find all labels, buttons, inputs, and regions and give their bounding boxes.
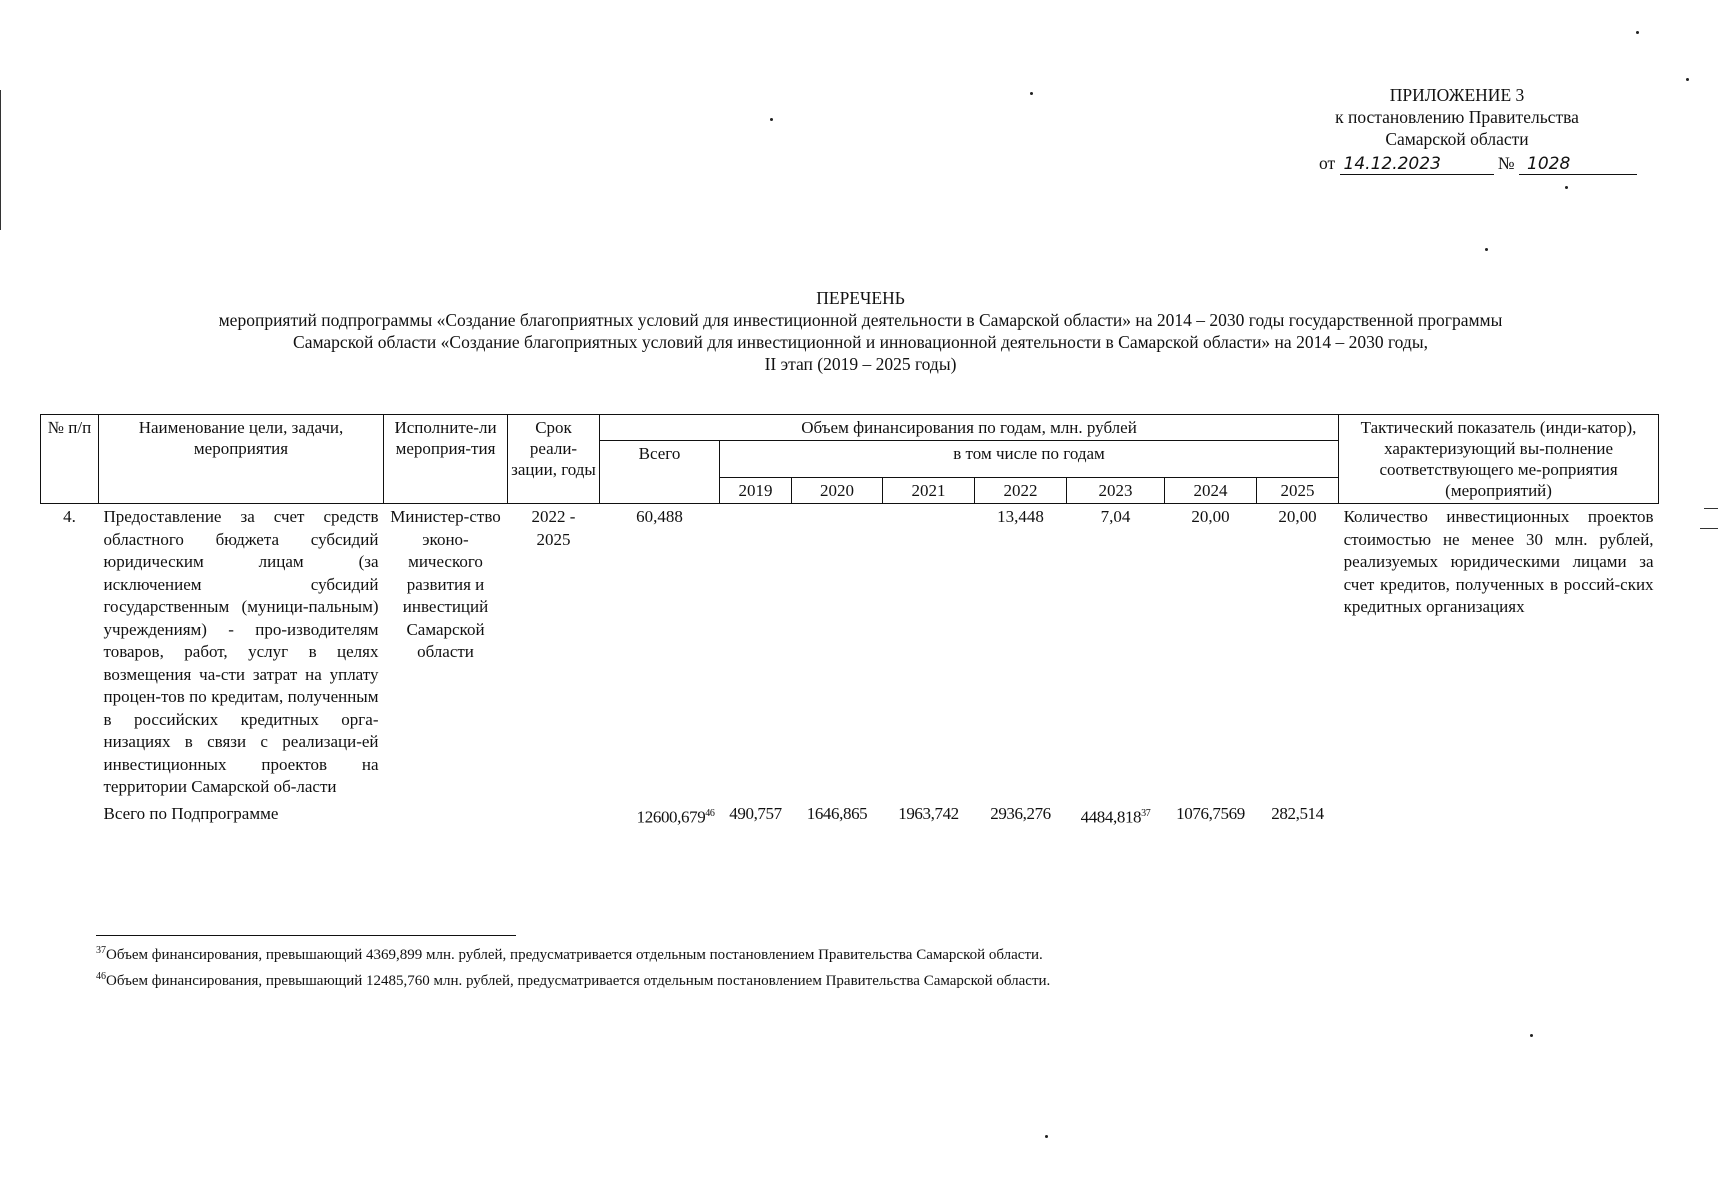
header-num: № п/п <box>41 415 99 504</box>
row-num: 4. <box>63 507 76 526</box>
total-value-2022: 2936,276 <box>990 803 1051 823</box>
header-year-2023: 2023 <box>1067 478 1165 504</box>
heading-line-3: II этап (2019 – 2025 годы) <box>764 354 957 374</box>
scan-speck <box>1045 1135 1048 1138</box>
number-label: № <box>1497 153 1515 173</box>
header-year-2024: 2024 <box>1165 478 1257 504</box>
header-term: Срок реали-зации, годы <box>508 415 600 504</box>
footnote-text: Объем финансирования, превышающий 4369,899 млн. рублей, предусматривается отдельным постановлением Правительства Самарской области. <box>106 947 1043 963</box>
row-total: 60,488 <box>636 507 683 526</box>
row-name: Предоставление за счет средств областного бюджета субсидий юридическим лицам (за исключением субсидий государственным (муници-пальным) учреждениям) - про-изводителям товаров, работ, услуг в целях возмещения ча-сти затрат на уплату процен-тов по кредитам, полученным в российских кредитных орга-низациях в связи с реализаци-ей инвестиционных проектов на территории Самарской об-ласти <box>103 507 379 796</box>
footnote-46 <box>96 966 1050 992</box>
row-executor: Министер-ство эконо-мического развития и инвестиций Самарской области <box>390 507 501 661</box>
header-year-2020: 2020 <box>792 478 883 504</box>
footnote-mark: 37 <box>96 945 106 956</box>
total-sum-footnote-ref: 46 <box>705 807 715 819</box>
scan-speck <box>1565 186 1568 189</box>
scan-edge-mark <box>0 90 1 230</box>
header-by-years: в том числе по годам <box>720 441 1339 478</box>
heading-line-2: Самарской области «Создание благоприятных условий для инвестиционной и инновационной деятельности в Самарской области» на 2014 – 2030 годы, <box>293 332 1428 352</box>
total-value-2023 <box>1067 801 1165 831</box>
order-line <box>1277 152 1637 175</box>
total-value-2023-footnote-ref: 37 <box>1141 807 1151 819</box>
row-term: 2022 - 2025 <box>531 507 576 549</box>
total-value-2020: 1646,865 <box>806 803 868 823</box>
header-indicator: Тактический показатель (инди-катор), характеризующий вы-полнение соответствующего ме-роприятия (мероприятий) <box>1339 415 1659 504</box>
header-year-2022: 2022 <box>975 478 1067 504</box>
total-label: Всего по Подпрограмме <box>103 803 279 823</box>
appendix-line-1: к постановлению Правительства <box>1335 107 1579 127</box>
scan-speck <box>1530 1034 1533 1037</box>
document-heading <box>0 287 1721 375</box>
header-year-2021: 2021 <box>883 478 975 504</box>
scan-speck <box>1030 92 1033 95</box>
header-total: Всего <box>600 441 720 504</box>
total-row <box>41 801 1659 831</box>
appendix-block <box>1277 84 1637 175</box>
header-year-2025: 2025 <box>1257 478 1339 504</box>
scan-speck <box>1636 31 1639 34</box>
total-value-2025: 282,514 <box>1271 803 1324 823</box>
scan-speck <box>770 118 773 121</box>
handwritten-number: 1028 <box>1519 154 1637 175</box>
scan-edge-mark <box>1700 528 1718 529</box>
total-value-2023-value: 4484,818 <box>1080 807 1142 827</box>
row-value-2020 <box>792 504 883 801</box>
row-value-2019 <box>720 504 792 801</box>
row-value-2024: 20,00 <box>1191 507 1230 526</box>
footnote-text: Объем финансирования, превышающий 12485,760 млн. рублей, предусматривается отдельным постановлением Правительства Самарской области. <box>106 973 1051 989</box>
activities-table <box>40 414 1659 831</box>
scan-edge-mark <box>1704 508 1718 509</box>
total-sum-value: 12600,679 <box>636 807 706 827</box>
header-executor: Исполните-ли мероприя-тия <box>384 415 508 504</box>
appendix-line-2: Самарской области <box>1385 129 1529 149</box>
scan-speck <box>1485 248 1488 251</box>
scan-speck <box>1686 78 1689 81</box>
footnote-37 <box>96 940 1050 966</box>
table-row <box>41 504 1659 801</box>
row-value-2025: 20,00 <box>1278 507 1317 526</box>
row-value-2021 <box>883 504 975 801</box>
footnote-separator <box>96 935 516 936</box>
heading-title: ПЕРЕЧЕНЬ <box>816 288 905 308</box>
row-value-2023: 7,04 <box>1100 507 1131 526</box>
from-label: от <box>1319 153 1336 173</box>
row-value-2022: 13,448 <box>997 507 1044 526</box>
total-value-2019: 490,757 <box>729 803 782 823</box>
heading-line-1: мероприятий подпрограммы «Создание благоприятных условий для инвестиционной деятельности в Самарской области» на 2014 – 2030 годы государственной программы <box>218 310 1503 330</box>
header-year-2019: 2019 <box>720 478 792 504</box>
row-indicator: Количество инвестиционных проектов стоимостью не менее 30 млн. рублей, реализуемых юридическими лицами за счет кредитов, полученных в россий-ских кредитных организациях <box>1343 507 1654 616</box>
footnotes <box>96 940 1050 992</box>
handwritten-date: 14.12.2023 <box>1340 154 1494 175</box>
appendix-title: ПРИЛОЖЕНИЕ 3 <box>1389 85 1525 105</box>
footnote-mark: 46 <box>96 971 106 982</box>
total-sum <box>600 801 720 831</box>
total-value-2024: 1076,7569 <box>1176 803 1245 823</box>
header-financing: Объем финансирования по годам, млн. рублей <box>600 415 1339 441</box>
total-value-2021: 1963,742 <box>898 803 959 823</box>
header-name: Наименование цели, задачи, мероприятия <box>99 415 384 504</box>
